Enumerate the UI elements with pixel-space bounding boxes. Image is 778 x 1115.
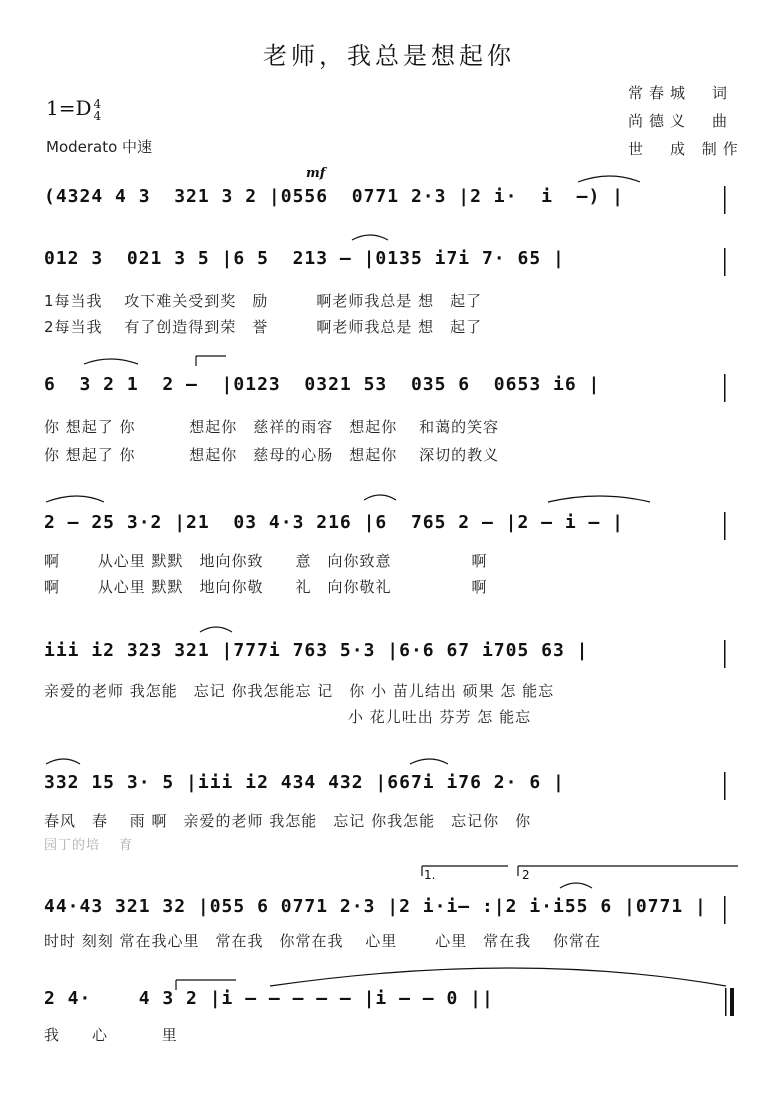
lyric-line-3a: 你 想起了 你 想起你 慈祥的雨容 想起你 和蔼的笑容 <box>44 418 500 436</box>
credit-arranger: 世 成 制作 <box>628 140 744 158</box>
lyric-line-8a: 我 心 里 <box>44 1026 178 1044</box>
lyric-line-3b: 你 想起了 你 想起你 慈母的心肠 想起你 深切的教义 <box>44 446 500 464</box>
second-ending-bracket <box>518 866 738 876</box>
key-label: 1=D <box>46 96 92 120</box>
credit-lyricist: 常春城 词 <box>628 84 734 102</box>
slur-9 <box>410 759 448 764</box>
notation-system-2: 012 3 021 3 5 |6 5 213 – |0135 i7i 7· 65 | <box>44 248 565 269</box>
notation-system-7: 44·43 321 32 |055 6 0771 2·3 |2 i·i– :|2 i·i55 6 |0771 | <box>44 896 707 917</box>
first-ending-bracket <box>422 866 508 876</box>
slur-6 <box>548 496 650 502</box>
slur-4 <box>46 496 104 502</box>
tempo-marking: Moderato 中速 <box>46 138 153 156</box>
time-bottom: 4 <box>93 108 102 123</box>
tie-long <box>270 968 726 986</box>
slur-2 <box>352 235 388 240</box>
credit-composer: 尚德义 曲 <box>628 112 734 130</box>
slur-5 <box>364 495 396 500</box>
triplet-bracket-2 <box>176 980 236 990</box>
slur-7 <box>200 627 232 632</box>
lyric-line-6b-faint: 园丁的培 育 <box>44 838 134 853</box>
slur-1 <box>578 176 640 182</box>
slur-10 <box>560 883 592 888</box>
notation-system-3: 6 3 2 1 2 – |0123 0321 53 035 6 0653 i6 | <box>44 374 601 395</box>
time-top: 4 <box>93 96 102 111</box>
notation-system-5: iii i2 323 321 |777i 763 5·3 |6·6 67 i705 63 | <box>44 640 589 661</box>
first-ending-mark: 1. <box>424 868 436 882</box>
notation-system-6: 332 15 3· 5 |iii i2 434 432 |667i i76 2· 6 | <box>44 772 565 793</box>
triplet-bracket-1 <box>196 356 226 366</box>
lyric-line-2b: 2每当我 有了创造得到荣 誉 啊老师我总是 想 起了 <box>44 318 483 336</box>
final-barline <box>730 988 734 1016</box>
lyric-line-4b: 啊 从心里 默默 地向你敬 礼 向你敬礼 啊 <box>44 578 488 596</box>
lyric-line-6a: 春风 春 雨 啊 亲爱的老师 我怎能 忘记 你我怎能 忘记你 你 <box>44 812 532 830</box>
lyric-line-4a: 啊 从心里 默默 地向你致 意 向你致意 啊 <box>44 552 488 570</box>
lyric-line-5a: 亲爱的老师 我怎能 忘记 你我怎能忘 记 你 小 苗儿结出 硕果 怎 能忘 <box>44 682 555 700</box>
second-ending-mark: 2 <box>522 868 530 882</box>
lyric-line-7a: 时时 刻刻 常在我心里 常在我 你常在我 心里 心里 常在我 你常在 <box>44 932 601 950</box>
notation-system-1: (4324 4 3 321 3 2 |0556 0771 2·3 |2 i· i –) | <box>44 186 625 207</box>
song-title: 老师，我总是想起你 <box>263 42 515 70</box>
lyric-line-2a: 1每当我 攻下难关受到奖 励 啊老师我总是 想 起了 <box>44 292 483 310</box>
dynamic-mark: mf <box>306 166 326 181</box>
lyric-line-5b: 小 花儿吐出 芬芳 怎 能忘 <box>44 708 532 726</box>
notation-system-4: 2 – 25 3·2 |21 03 4·3 216 |6 765 2 – |2 – i – | <box>44 512 625 533</box>
slur-3 <box>84 359 138 364</box>
notation-system-8: 2 4· 4 3 2 |i – – – – – |i – – 0 || <box>44 988 494 1009</box>
slur-8 <box>46 759 80 764</box>
